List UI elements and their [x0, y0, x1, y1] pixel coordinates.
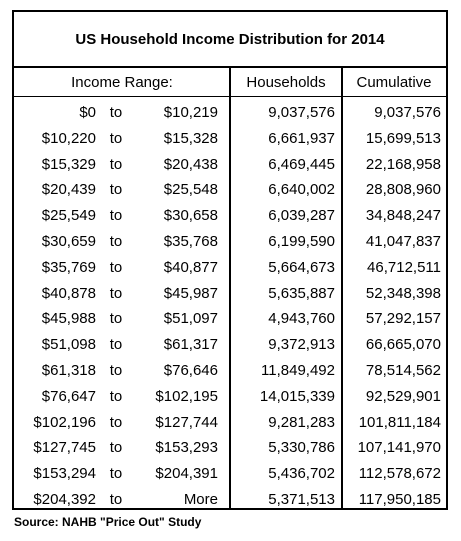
cell-range-to: to	[109, 104, 123, 121]
table-row	[14, 487, 446, 513]
cell-households: 11,849,492	[261, 362, 335, 379]
cell-range-upto: $204,391	[155, 465, 218, 483]
table-row	[14, 306, 446, 332]
cell-range-upto: More	[183, 491, 218, 508]
cell-range-to: to	[109, 465, 123, 483]
cell-cumulative: 101,811,184	[358, 413, 441, 431]
cell-households: 5,436,702	[268, 465, 335, 483]
cell-range-upto: $40,877	[163, 258, 218, 276]
cell-range-from: $51,098	[41, 336, 96, 354]
cell-households: 4,943,760	[268, 310, 335, 328]
table-row	[14, 177, 446, 203]
cell-range-to: to	[109, 233, 123, 250]
cell-range-to: to	[109, 439, 123, 457]
cell-cumulative: 57,292,157	[365, 310, 441, 328]
table-row	[14, 255, 446, 281]
cell-range-from: $76,647	[41, 387, 96, 405]
cell-range-to: to	[109, 387, 123, 405]
source-note: Source: NAHB "Price Out" Study	[14, 515, 202, 529]
cell-range-to: to	[109, 129, 123, 147]
cell-households: 5,635,887	[268, 284, 335, 302]
cell-cumulative: 41,047,837	[365, 233, 441, 250]
cell-range-to: to	[109, 284, 123, 302]
table-row	[14, 229, 446, 255]
cell-range-upto: $127,744	[155, 413, 218, 431]
cell-range-from: $0	[79, 104, 96, 121]
cell-range-upto: $30,658	[163, 207, 218, 225]
cell-range-upto: $35,768	[163, 233, 218, 250]
cell-households: 14,015,339	[259, 387, 335, 405]
table-row	[14, 126, 446, 152]
cell-range-to: to	[109, 362, 123, 379]
cell-households: 9,037,576	[268, 104, 335, 121]
cell-households: 9,281,283	[268, 413, 335, 431]
table-row	[14, 358, 446, 384]
header-cumulative: Cumulative	[342, 68, 446, 97]
cell-range-from: $204,392	[33, 491, 96, 508]
cell-range-upto: $153,293	[155, 439, 218, 457]
cell-range-from: $35,769	[41, 258, 96, 276]
cell-cumulative: 78,514,562	[365, 362, 441, 379]
cell-cumulative: 34,848,247	[365, 207, 441, 225]
cell-households: 6,469,445	[268, 155, 335, 173]
cell-range-upto: $76,646	[163, 362, 218, 379]
cell-households: 6,640,002	[268, 181, 335, 199]
cell-range-from: $127,745	[33, 439, 96, 457]
cell-range-from: $15,329	[41, 155, 96, 173]
cell-households: 5,371,513	[268, 491, 335, 508]
cell-households: 6,661,937	[268, 129, 335, 147]
cell-range-to: to	[109, 207, 123, 225]
cell-households: 9,372,913	[268, 336, 335, 354]
header-income-range: Income Range:	[14, 68, 230, 97]
cell-households: 6,199,590	[268, 233, 335, 250]
cell-range-upto: $51,097	[163, 310, 218, 328]
cell-cumulative: 92,529,901	[365, 387, 441, 405]
cell-cumulative: 107,141,970	[357, 439, 441, 457]
cell-cumulative: 46,712,511	[367, 258, 441, 276]
cell-range-upto: $15,328	[163, 129, 218, 147]
cell-range-to: to	[109, 181, 123, 199]
cell-range-to: to	[109, 491, 123, 508]
header-households: Households	[230, 68, 342, 97]
cell-range-from: $102,196	[33, 413, 96, 431]
cell-cumulative: 66,665,070	[365, 336, 441, 354]
cell-range-to: to	[109, 336, 123, 354]
cell-range-upto: $45,987	[163, 284, 218, 302]
cell-range-upto: $10,219	[163, 104, 218, 121]
cell-range-to: to	[109, 258, 123, 276]
cell-range-from: $25,549	[41, 207, 96, 225]
cell-range-to: to	[109, 413, 123, 431]
cell-range-from: $45,988	[41, 310, 96, 328]
cell-cumulative: 112,578,672	[358, 465, 441, 483]
cell-cumulative: 15,699,513	[365, 129, 441, 147]
cell-range-upto: $20,438	[163, 155, 218, 173]
table-row	[14, 384, 446, 410]
table-row	[14, 281, 446, 307]
cell-range-from: $20,439	[41, 181, 96, 199]
cell-cumulative: 117,950,185	[358, 491, 441, 508]
cell-range-from: $30,659	[41, 233, 96, 250]
cell-cumulative: 22,168,958	[365, 155, 441, 173]
cell-households: 5,664,673	[268, 258, 335, 276]
cell-range-to: to	[109, 155, 123, 173]
table-row	[14, 435, 446, 461]
table-row	[14, 203, 446, 229]
cell-households: 5,330,786	[268, 439, 335, 457]
table-row	[14, 152, 446, 178]
cell-range-from: $10,220	[41, 129, 96, 147]
cell-range-upto: $61,317	[163, 336, 218, 354]
cell-cumulative: 28,808,960	[365, 181, 441, 199]
cell-cumulative: 9,037,576	[374, 104, 441, 121]
cell-cumulative: 52,348,398	[365, 284, 441, 302]
table-row	[14, 100, 446, 126]
table-title: US Household Income Distribution for 2014	[14, 12, 446, 68]
table-row	[14, 332, 446, 358]
table-row	[14, 461, 446, 487]
cell-households: 6,039,287	[268, 207, 335, 225]
cell-range-upto: $25,548	[163, 181, 218, 199]
income-table	[12, 10, 448, 510]
cell-range-from: $40,878	[41, 284, 96, 302]
cell-range-upto: $102,195	[155, 387, 218, 405]
cell-range-from: $153,294	[33, 465, 96, 483]
cell-range-to: to	[109, 310, 123, 328]
cell-range-from: $61,318	[41, 362, 96, 379]
table-row	[14, 410, 446, 436]
